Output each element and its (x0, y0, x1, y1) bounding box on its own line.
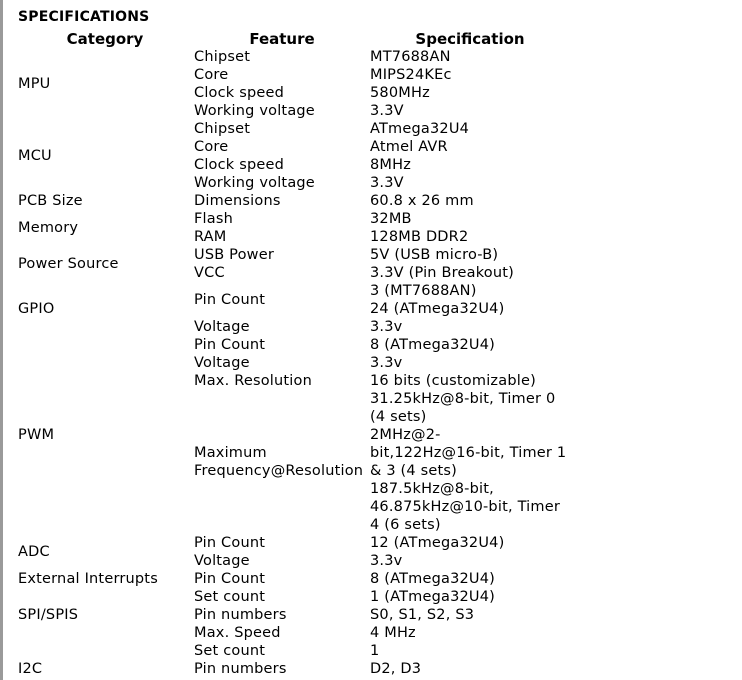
category-cell: ADC (18, 544, 50, 560)
specification-cell: 8MHz (370, 157, 412, 173)
specification-cell: 8 (ATmega32U4) (370, 337, 496, 353)
feature-cell: Pin Count (194, 292, 266, 308)
category-cell: GPIO (18, 301, 55, 317)
feature-cell: Voltage (194, 319, 250, 335)
specification-cell: MT7688AN (370, 49, 451, 65)
specification-cell: 24 (ATmega32U4) (370, 301, 505, 317)
feature-cell: Clock speed (194, 157, 285, 173)
feature-cell: Chipset (194, 121, 251, 137)
feature-cell: Pin numbers (194, 607, 287, 623)
section-title: SPECIFICATIONS (18, 9, 150, 25)
specification-cell: 580MHz (370, 85, 430, 101)
specification-cell: 1 (ATmega32U4) (370, 589, 496, 605)
feature-cell: USB Power (194, 247, 275, 263)
category-cell: SPI/SPIS (18, 607, 79, 623)
category-cell: I2C (18, 661, 43, 677)
specification-cell: 4 MHz (370, 625, 416, 641)
feature-cell: Pin Count (194, 337, 266, 353)
column-header-feature: Feature (249, 30, 315, 48)
specification-cell: MIPS24KEc (370, 67, 452, 83)
specification-cell: 3 (MT7688AN) (370, 283, 477, 299)
specification-cell: 3.3v (370, 319, 403, 335)
specification-cell: 3.3v (370, 355, 403, 371)
specification-cell: 5V (USB micro-B) (370, 247, 499, 263)
specification-cell: 46.875kHz@10-bit, Timer (370, 499, 561, 515)
specification-cell: 8 (ATmega32U4) (370, 571, 496, 587)
specification-cell: (4 sets) (370, 409, 427, 425)
specification-cell: 187.5kHz@8-bit, (370, 481, 494, 497)
specification-cell: 3.3v (370, 553, 403, 569)
feature-cell: Pin numbers (194, 661, 287, 677)
feature-cell: Core (194, 139, 229, 155)
category-cell: PCB Size (18, 193, 83, 209)
specification-cell: 2MHz@2- (370, 427, 441, 443)
feature-cell: Max. Speed (194, 625, 281, 641)
category-cell: Memory (18, 220, 79, 236)
feature-cell: Set count (194, 589, 266, 605)
specification-cell: 16 bits (customizable) (370, 373, 536, 389)
specification-cell: 3.3V (370, 175, 404, 191)
feature-cell: Flash (194, 211, 233, 227)
feature-cell: Dimensions (194, 193, 281, 209)
specification-cell: 31.25kHz@8-bit, Timer 0 (370, 391, 556, 407)
feature-cell: Pin Count (194, 535, 266, 551)
specification-cell: D2, D3 (370, 661, 422, 677)
feature-cell: Chipset (194, 49, 251, 65)
specification-cell: 4 (6 sets) (370, 517, 441, 533)
category-cell: External Interrupts (18, 571, 158, 587)
feature-cell: Pin Count (194, 571, 266, 587)
specification-cell: 3.3V (Pin Breakout) (370, 265, 514, 281)
specification-cell: 1 (370, 643, 380, 659)
specification-cell: ATmega32U4 (370, 121, 470, 137)
column-header-category: Category (66, 30, 144, 48)
feature-cell: Voltage (194, 355, 250, 371)
specification-cell: 12 (ATmega32U4) (370, 535, 505, 551)
feature-cell: RAM (194, 229, 227, 245)
specification-cell: 32MB (370, 211, 412, 227)
column-header-specification: Specification (415, 30, 525, 48)
feature-cell: Voltage (194, 553, 250, 569)
feature-cell: Working voltage (194, 103, 315, 119)
specification-cell: Atmel AVR (370, 139, 448, 155)
feature-cell: Set count (194, 643, 266, 659)
category-cell: MPU (18, 76, 51, 92)
feature-cell: Clock speed (194, 85, 285, 101)
specification-cell: & 3 (4 sets) (370, 463, 458, 479)
feature-cell: Working voltage (194, 175, 315, 191)
category-cell: PWM (18, 427, 55, 443)
feature-cell: Core (194, 67, 229, 83)
specification-cell: 60.8 x 26 mm (370, 193, 474, 209)
feature-cell: VCC (194, 265, 225, 281)
feature-cell: Frequency@Resolution (194, 463, 364, 479)
category-cell: Power Source (18, 256, 119, 272)
specification-cell: 128MB DDR2 (370, 229, 469, 245)
category-cell: MCU (18, 148, 52, 164)
specification-cell: bit,122Hz@16-bit, Timer 1 (370, 445, 567, 461)
feature-cell: Maximum (194, 445, 267, 461)
specifications-table (0, 48, 742, 680)
feature-cell: Max. Resolution (194, 373, 312, 389)
specification-cell: 3.3V (370, 103, 404, 119)
specification-cell: S0, S1, S2, S3 (370, 607, 475, 623)
